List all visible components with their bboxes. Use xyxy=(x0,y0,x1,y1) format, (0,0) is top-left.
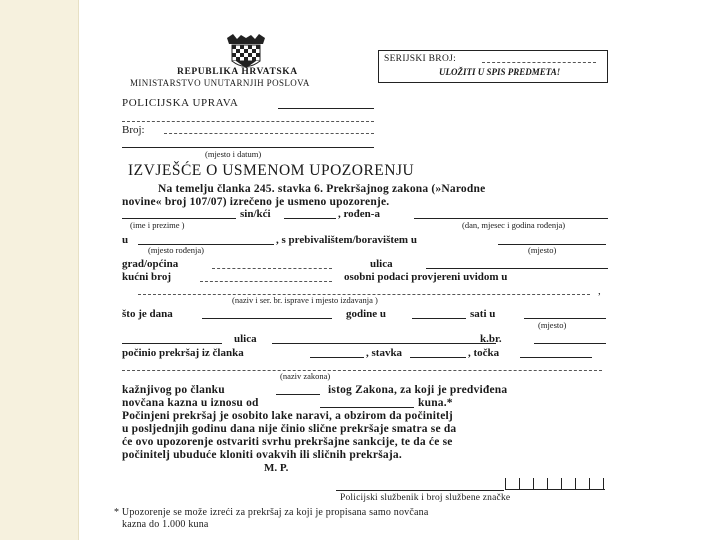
comma-mark: , xyxy=(598,285,601,297)
law-name-field[interactable] xyxy=(122,370,602,371)
document-page xyxy=(78,0,720,540)
republic-heading: REPUBLIKA HRVATSKA xyxy=(177,67,298,77)
city-municipality-label: grad/općina xyxy=(122,258,179,270)
offence-street-field[interactable] xyxy=(272,343,496,344)
serial-number-field[interactable] xyxy=(482,62,596,63)
punishable-under-label: kažnjivog po članku xyxy=(122,384,225,396)
birthplace-prefix: u xyxy=(122,234,129,246)
place-date-field[interactable] xyxy=(122,147,374,148)
paragraph-label: , stavka xyxy=(366,347,403,359)
city-municipality-field[interactable] xyxy=(212,268,332,269)
report-title: IZVJEŠĆE O USMENOM UPOZORENJU xyxy=(128,162,415,179)
offence-hour-field[interactable] xyxy=(412,318,466,319)
offence-location-field[interactable] xyxy=(122,343,222,344)
croatian-coat-of-arms-icon xyxy=(223,34,269,70)
case-number-field[interactable] xyxy=(164,133,374,134)
footnote-line-2: kazna do 1.000 kuna xyxy=(122,519,209,530)
law-name-hint: (naziv zakona) xyxy=(280,371,331,381)
article-number-field[interactable] xyxy=(310,357,364,358)
id-document-hint: (naziv i ser. br. isprave i mjesto izdavanja ) xyxy=(232,295,378,305)
street-label: ulica xyxy=(370,258,393,270)
fine-amount-label: novčana kazna u iznosu od xyxy=(122,397,259,409)
police-administration-label: POLICIJSKA UPRAVA xyxy=(122,97,239,109)
committed-offence-label: počinio prekršaj iz članka xyxy=(122,347,244,359)
born-label: , rođen-a xyxy=(338,208,380,220)
statement-line-2: u posljednjih godinu dana nije činio slične prekršaje smatra se da xyxy=(122,423,457,435)
offence-place-field[interactable] xyxy=(524,318,606,319)
full-name-field[interactable] xyxy=(122,218,236,219)
date-of-birth-hint: (dan, mjesec i godina rođenja) xyxy=(462,220,566,230)
offence-house-number-field[interactable] xyxy=(534,343,606,344)
intro-line-1: Na temelju članka 245. stavka 6. Prekršajnog zakona (»Narodne xyxy=(158,183,486,195)
fine-amount-field[interactable] xyxy=(320,407,414,408)
house-number-label: kućni broj xyxy=(122,271,172,283)
seal-placeholder: M. P. xyxy=(264,462,289,474)
birthplace-hint: (mjesto rođenja) xyxy=(148,245,204,255)
parent-name-field[interactable] xyxy=(284,218,336,219)
statement-line-3: će ovo upozorenje ostvariti svrhu prekršajne sankcije, te da će se xyxy=(122,436,453,448)
offence-street-label: ulica xyxy=(234,333,257,345)
full-name-hint: (ime i prezime ) xyxy=(130,220,185,230)
year-in-label: godine u xyxy=(346,308,387,320)
on-date-label: što je dana xyxy=(122,308,173,320)
same-law-text: istog Zakona, za koji je predviđena xyxy=(328,384,508,396)
left-margin-strip xyxy=(0,0,79,540)
statement-line-1: Počinjeni prekršaj je osobito lake naravi, a obzirom da počinitelj xyxy=(122,410,453,422)
street-field[interactable] xyxy=(426,268,608,269)
officer-caption: Policijski službenik i broj službene značke xyxy=(340,493,511,503)
residence-label: , s prebivalištem/boravištem u xyxy=(276,234,417,246)
offence-house-number-label: k.br. xyxy=(480,333,502,345)
offence-date-field[interactable] xyxy=(202,318,332,319)
point-number-field[interactable] xyxy=(520,357,592,358)
paragraph-number-field[interactable] xyxy=(410,357,466,358)
place-date-hint: (mjesto i datum) xyxy=(205,149,262,159)
intro-line-2: novine« broj 107/07) izrečeno je usmeno upozorenje. xyxy=(122,196,390,208)
badge-number-field[interactable] xyxy=(505,478,615,490)
hours-in-label: sati u xyxy=(470,308,496,320)
residence-place-hint: (mjesto) xyxy=(528,245,557,255)
date-of-birth-field[interactable] xyxy=(414,218,608,219)
identity-verified-label: osobni podaci provjereni uvidom u xyxy=(344,271,508,283)
sin-kci-label: sin/kći xyxy=(240,208,271,220)
case-number-label: Broj: xyxy=(122,124,145,136)
ministry-heading: MINISTARSTVO UNUTARNJIH POSLOVA xyxy=(130,78,310,88)
currency-label: kuna.* xyxy=(418,397,453,409)
house-number-field[interactable] xyxy=(200,281,332,282)
officer-signature-field[interactable] xyxy=(336,490,504,491)
file-in-record-note: ULOŽITI U SPIS PREDMETA! xyxy=(439,67,561,77)
offence-place-hint: (mjesto) xyxy=(538,320,567,330)
footnote-line-1: * Upozorenje se može izreći za prekršaj za koji je propisana samo novčana xyxy=(114,507,429,518)
police-administration-field[interactable] xyxy=(278,108,374,109)
police-administration-field-line2[interactable] xyxy=(122,121,374,122)
point-label: , točka xyxy=(468,347,500,359)
statement-line-4: počinitelj ubuduće kloniti ovakvih ili sličnih prekršaja. xyxy=(122,449,402,461)
serial-number-label: SERIJSKI BROJ: xyxy=(384,54,457,64)
punishable-article-field[interactable] xyxy=(276,394,320,395)
serial-number-box xyxy=(378,50,608,83)
